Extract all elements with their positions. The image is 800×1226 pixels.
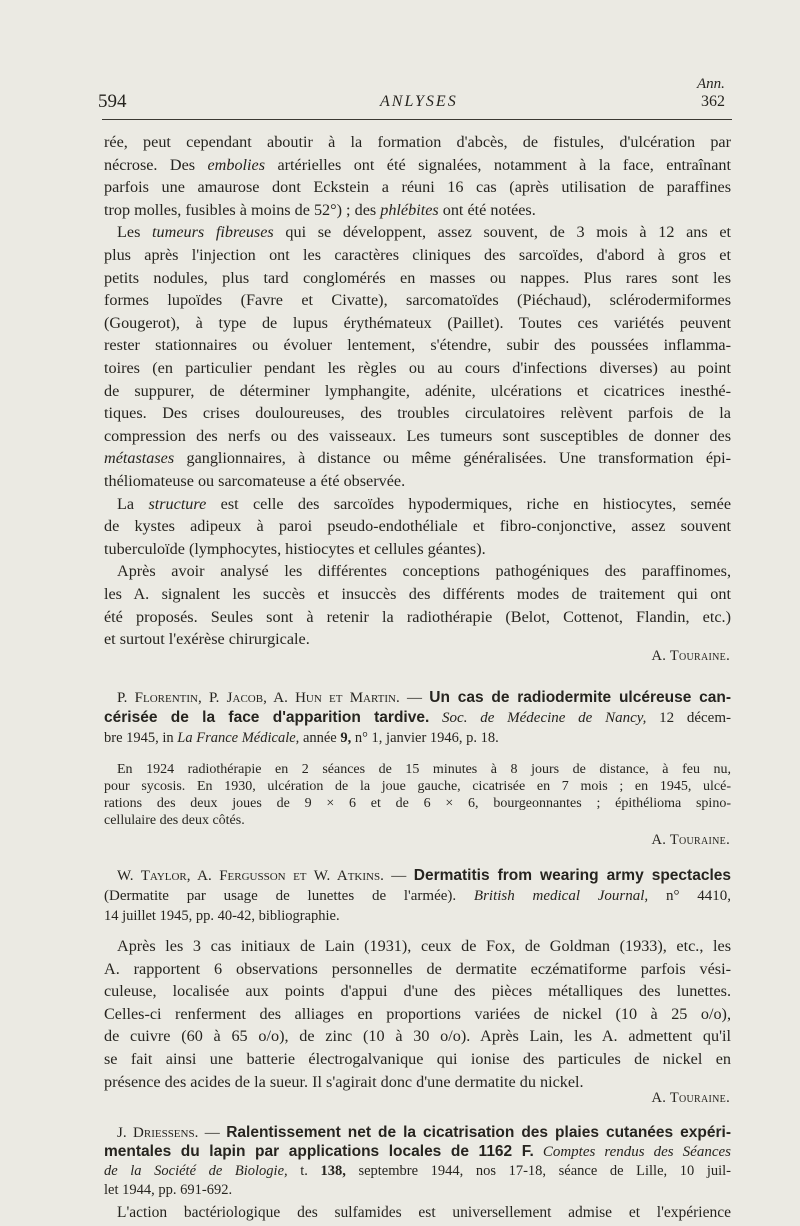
- article-heading: mentales du lapin par applications locales de 1162 F. Comptes rendus des Séances: [104, 1143, 731, 1160]
- text-line: Après les 3 cas initiaux de Lain (1931), ceux de Fox, de Goldman (1933), etc., les: [117, 937, 731, 955]
- signature: A. Touraine.: [651, 832, 730, 848]
- text-line: petits nodules, plus tard conglomérés en masses ou nappes. Plus rares sont les: [104, 268, 731, 287]
- text-line: rations des deux joues de 9 × 6 et de 6 × 6, bourgeonnantes ; épithélioma spino-: [104, 796, 731, 811]
- signature: A. Touraine.: [651, 1090, 730, 1106]
- text-line: cellulaire des deux côtés.: [104, 813, 245, 828]
- text-line: les A. signalent les succès et insuccès des différents modes de traitement qui ont: [104, 585, 731, 603]
- article-reference: (Dermatite par usage de lunettes de l'armée). British medical Journal, n° 4410,: [104, 888, 731, 904]
- text-line: Celles-ci renferment des alliages en proportions variées de nickel (10 à 25 o/o),: [104, 1004, 731, 1023]
- text-line: été proposés. Seules sont à retenir la radiothérapie (Belot, Cottenot, Flandin, etc.): [104, 607, 731, 626]
- text-line: En 1924 radiothérapie en 2 séances de 15 minutes à 8 jours de distance, à feu nu,: [117, 762, 731, 777]
- text-line: théliomateuse ou sarcomateuse a été observée.: [104, 472, 406, 490]
- text-line: trop molles, fusibles à moins de 52°) ; des phlébites ont été notées.: [104, 200, 536, 219]
- page-number: 594: [98, 91, 127, 112]
- text-line: L'action bactériologique des sulfamides est universellement admise et l'expérience: [117, 1204, 731, 1221]
- volume-number: 362: [701, 93, 725, 110]
- text-line: pour sycosis. En 1930, ulcération de la joue gauche, cicatrisée en 7 mois ; en 1945, ulcé-: [104, 779, 731, 794]
- text-line: (Gougerot), à type de lupus érythémateux (Paillet). Toutes ces variétés peuvent: [104, 313, 731, 332]
- text-line: de kystes adipeux à paroi pseudo-endothéliale et fibro-conjonctive, assez souvent: [104, 517, 731, 536]
- text-line: et surtout l'exérèse chirurgicale.: [104, 630, 310, 649]
- text-line: formes lupoïdes (Favre et Civatte), sarcomatoïdes (Piéchaud), sclérodermiformes: [104, 291, 731, 310]
- text-line: A. rapportent 6 observations personnelles de dermatite eczématiforme parfois vési-: [104, 959, 731, 978]
- article-heading: cérisée de la face d'apparition tardive. Soc. de Médecine de Nancy, 12 décem-: [104, 709, 732, 726]
- text-line: parfois une amaurose dont Eckstein a réuni 16 cas (après utilisation de paraffines: [104, 178, 731, 197]
- text-line: plus après l'injection ont les caractères cliniques des sarcoïdes, d'abord à gros et: [104, 246, 731, 264]
- text-line: nécrose. Des embolies artérielles ont été signalées, notamment à la face, entraînant: [104, 155, 731, 174]
- article-heading: W. Taylor, A. Fergusson et W. Atkins. — Dermatitis from wearing army spectacles: [117, 867, 731, 884]
- article-heading: J. Driessens. — Ralentissement net de la cicatrisation des plaies cutanées expéri-: [117, 1124, 731, 1141]
- text-line: culeuse, localisée aux points d'appui d'une des pièces métalliques des lunettes.: [104, 982, 731, 1001]
- text-line: compression des nerfs ou des vaisseaux. Les tumeurs sont susceptibles de donner des: [104, 426, 731, 445]
- text-line: La structure est celle des sarcoïdes hypodermiques, riche en histiocytes, semée: [117, 494, 731, 513]
- signature: A. Touraine.: [651, 648, 730, 664]
- text-line: se fait ainsi une batterie électrogalvanique qui ionise des particules de nickel en: [104, 1050, 731, 1068]
- text-line: métastases ganglionnaires, à distance ou même généralisées. Une transformation épi-: [104, 449, 731, 468]
- text-line: de suppurer, de déterminer lymphangite, adénite, ulcérations et cicatrices inesthé-: [104, 381, 731, 400]
- text-line: tiques. Des crises douloureuses, des troubles circulatoires relèvent parfois de la: [104, 404, 731, 423]
- header-rule: [102, 119, 732, 120]
- running-title: ANLYSES: [380, 93, 458, 110]
- article-reference: de la Société de Biologie, t. 138, septembre 1944, nos 17-18, séance de Lille, 10 juil-: [104, 1163, 731, 1179]
- article-heading: P. Florentin, P. Jacob, A. Hun et Martin. — Un cas de radiodermite ulcéreuse can-: [117, 689, 731, 706]
- text-line: rée, peut cependant aboutir à la formation d'abcès, de fistules, d'ulcération par: [104, 133, 731, 151]
- article-reference: let 1944, pp. 691-692.: [104, 1182, 233, 1198]
- annales-abbrev: Ann.: [697, 76, 725, 92]
- article-reference: 14 juillet 1945, pp. 40-42, bibliographie.: [104, 908, 340, 924]
- text-line: présence des acides de la sueur. Il s'agirait donc d'une dermatite du nickel.: [104, 1072, 584, 1091]
- article-reference: bre 1945, in La France Médicale, année 9, n° 1, janvier 1946, p. 18.: [104, 730, 499, 746]
- text-line: toires (en particulier pendant les règles ou au cours d'infections diverses) au point: [104, 359, 731, 377]
- text-line: tuberculoïde (lymphocytes, histiocytes et cellules géantes).: [104, 539, 486, 558]
- text-line: rester stationnaires ou évoluer lentement, s'étendre, subir des poussées inflamma-: [104, 336, 731, 355]
- text-line: Les tumeurs fibreuses qui se développent, assez souvent, de 3 mois à 12 ans et: [117, 223, 732, 242]
- text-line: de cuivre (60 à 65 o/o), de zinc (10 à 30 o/o). Après Lain, les A. admettent qu'il: [104, 1027, 731, 1046]
- text-line: Après avoir analysé les différentes conceptions pathogéniques des paraffinomes,: [117, 562, 731, 581]
